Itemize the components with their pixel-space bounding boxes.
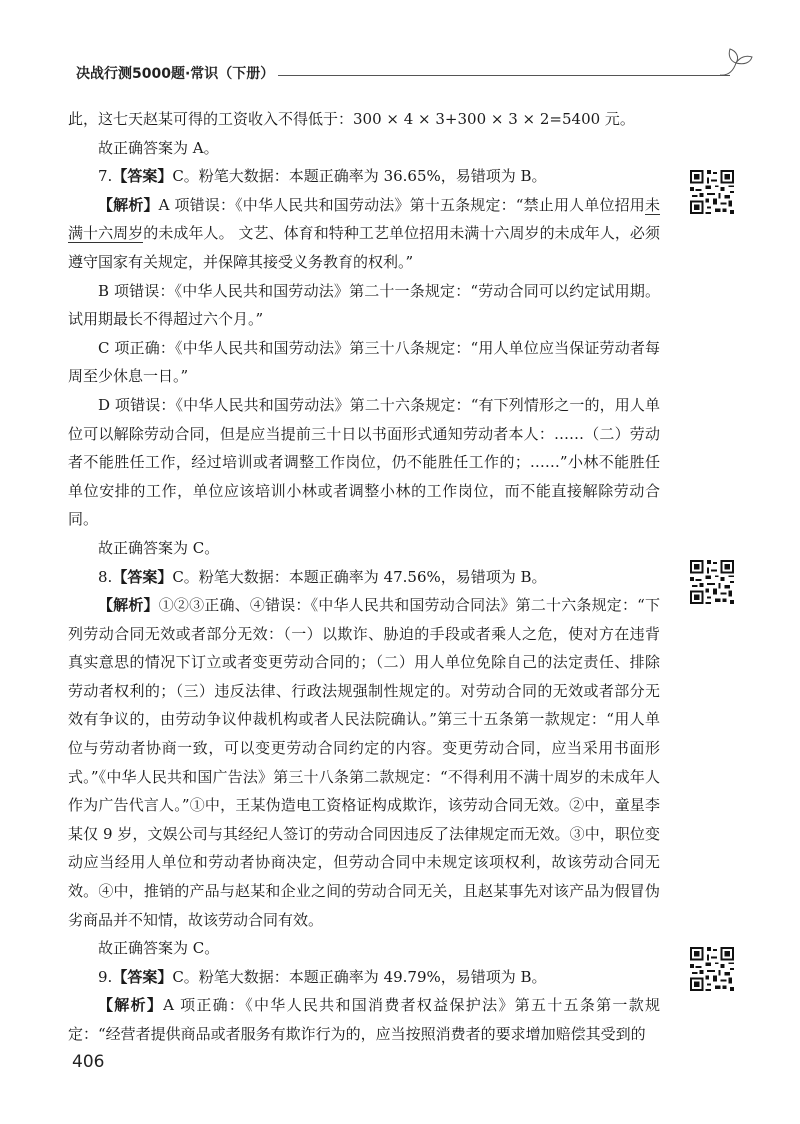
answer-paragraph: 9.【答案】C。粉笔大数据：本题正确率为 49.79%，易错项为 B。 [98,967,547,986]
paragraph: 故正确答案为 C。 [98,939,220,958]
leaf-icon [718,43,758,79]
analysis-paragraph: 【解析】A 项错误：《中华人民共和国劳动法》第十五条规定：“禁止用人单位招用未满十六周岁的未成年人。 文艺、体育和特种工艺单位招用未满十六周岁的未成年人，必须遵守国家有关规定，并保障其接受义务教育的权利。” [68,195,660,271]
paragraph: B 项错误：《中华人民共和国劳动法》第二十一条规定：“劳动合同可以约定试用期。试用期最长不得超过六个月。” [68,281,660,329]
paragraph: D 项错误：《中华人民共和国劳动法》第二十六条规定：“有下列情形之一的，用人单位可以解除劳动合同，但是应当提前三十日以书面形式通知劳动者本人：……（二）劳动者不能胜任工作，经过培训或者调整工作岗位，仍不能胜任工作的；……”小林不能胜任单位安排的工作，单位应该培训小林或者调整小林的工作岗位，而不能直接解除劳动合同。 [68,395,660,529]
qr-code-icon[interactable] [688,168,736,216]
qr-code-icon[interactable] [688,945,736,993]
qr-code-icon[interactable] [688,558,736,606]
analysis-paragraph: 【解析】①②③正确、④错误：《中华人民共和国劳动合同法》第二十六条规定：“下列劳动合同无效或者部分无效：（一）以欺诈、胁迫的手段或者乘人之危，使对方在违背真实意思的情况下订立或者变更劳动合同的；（二）用人单位免除自己的法定责任、排除劳动者权利的；（三）违反法律、行政法规强制性规定的。对劳动合同的无效或者部分无效有争议的，由劳动争议仲裁机构或者人民法院确认。”第三十五条第一款规定：“用人单位与劳动者协商一致，可以变更劳动合同约定的内容。变更劳动合同，应当采用书面形式。”《中华人民共和国广告法》第三十八条第二款规定：“不得利用不满十周岁的未成年人作为广告代言人。”①中，王某伪造电工资格证构成欺诈，该劳动合同无效。②中，童星李某仅 9 岁，文娱公司与其经纪人签订的劳动合同因违反了法律规定而无效。③中，职位变动应当经用人单位和劳动者协商决定，但劳动合同中未规定该项权利，故该劳动合同无效。④中，推销的产品与赵某和企业之间的劳动合同无关，且赵某事先对该产品为假冒伪劣商品并不知情，故该劳动合同有效。 [68,596,660,929]
answer-paragraph: 7.【答案】C。粉笔大数据：本题正确率为 36.65%，易错项为 B。 [98,167,547,186]
paragraph: 故正确答案为 C。 [98,538,220,557]
page-content [68,105,660,1049]
page-number: 406 [72,1052,105,1072]
analysis-paragraph: 【解析】A 项正确：《中华人民共和国消费者权益保护法》第五十五条第一款规定：“经营者提供商品或者服务有欺诈行为的，应当按照消费者的要求增加赔偿其受到的 [68,996,660,1043]
page-header [76,63,756,85]
paragraph: 故正确答案为 A。 [98,138,219,157]
answer-paragraph: 8.【答案】C。粉笔大数据：本题正确率为 47.56%，易错项为 B。 [98,567,547,586]
header-rule [278,75,730,76]
paragraph: 此，这七天赵某可得的工资收入不得低于：300 × 4 × 3+300 × 3 × 2=5400 元。 [68,110,635,128]
header-title: 决战行测5000题·常识（下册） [76,66,275,82]
paragraph: C 项正确：《中华人民共和国劳动法》第三十八条规定：“用人单位应当保证劳动者每周至少休息一日。” [68,338,660,386]
